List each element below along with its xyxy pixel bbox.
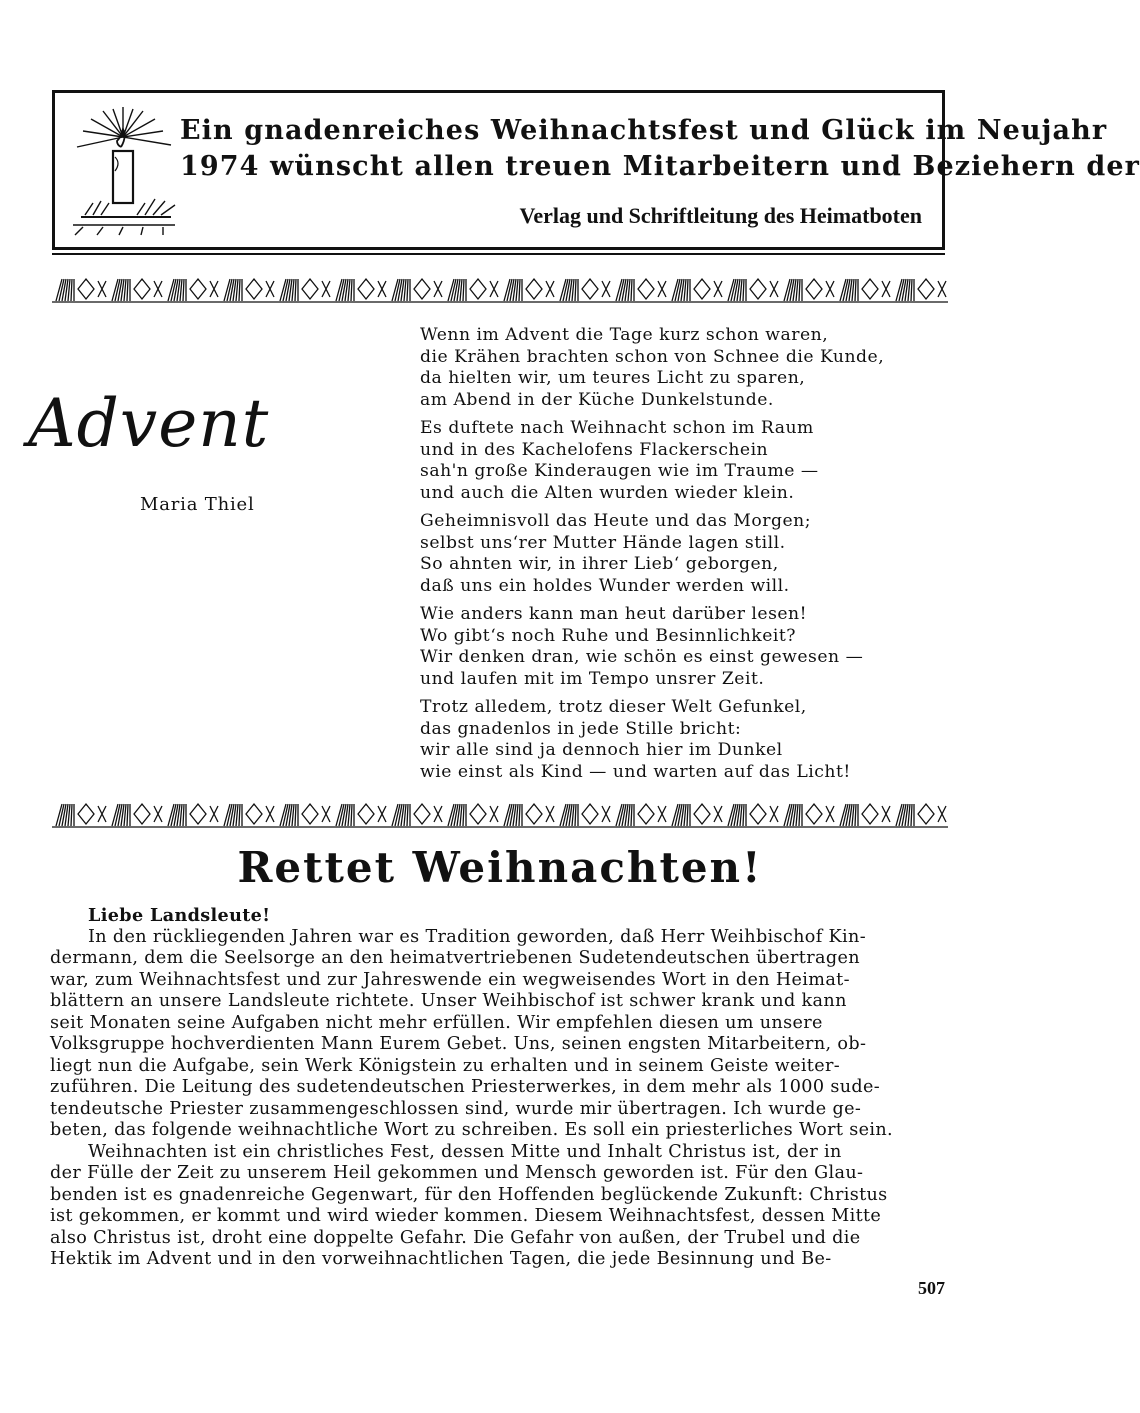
poem-title: Advent [28,385,270,462]
poem-line: selbst uns‘rer Mutter Hände lagen still. [420,532,786,553]
poem-line: am Abend in der Küche Dunkelstunde. [420,389,774,410]
ornament-border-bottom [52,800,948,828]
poem-stanza [420,511,980,597]
poem-stanza [420,604,980,690]
article-body [50,905,950,1271]
article-line: blättern an unsere Landsleute richtete. Unser Weihbischof ist schwer krank und kann [50,991,847,1011]
poem-line: Wenn im Advent die Tage kurz schon waren, [420,325,829,345]
article-line: beten, das folgende weihnachtliche Wort zu schreiben. Es soll ein priesterliches Wort sein. [50,1120,893,1140]
article-line: tendeutsche Priester zusammengeschlossen sind, wurde mir übertragen. Ich wurde ge- [50,1098,862,1119]
article-line: liegt nun die Aufgabe, sein Werk Königstein zu erhalten und in seinem Geiste weiter- [50,1055,841,1076]
article-line: dermann, dem die Seelsorge an den heimatvertriebenen Sudetendeutschen übertragen [50,948,860,968]
article-line: der Fülle der Zeit zu unserem Heil gekommen und Mensch geworden ist. Für den Glau- [50,1163,864,1183]
poem-text [420,325,980,790]
candle-icon [63,107,183,237]
article-line: zuführen. Die Leitung des sudetendeutschen Priesterwerkes, in dem mehr als 1000 sude- [50,1077,881,1097]
poem-line: die Krähen brachten schon von Schnee die Kunde, [420,346,885,367]
poem-line: da hielten wir, um teures Licht zu sparen, [420,368,806,388]
ornament-pattern [56,279,946,301]
poem-line: und in des Kachelofens Flackerschein [420,439,769,460]
poem-stanza [420,418,980,504]
greeting-line-1: Ein gnadenreiches Weihnachtsfest und Glück im Neujahr [180,115,1108,146]
poem-line: sah'n große Kinderaugen wie im Traume — [420,461,819,481]
page-number: 507 [918,1278,945,1298]
article-title: Rettet Weihnachten! [237,843,763,892]
poem-line: Es duftete nach Weihnacht schon im Raum [420,418,814,438]
article-salutation: Liebe Landsleute! [88,905,271,926]
poem-line: So ahnten wir, in ihrer Lieb‘ geborgen, [420,554,779,574]
poem-line: wir alle sind ja dennoch hier im Dunkel [420,740,783,760]
poem-author: Maria Thiel [140,494,255,515]
article-line: Weihnachten ist ein christliches Fest, dessen Mitte und Inhalt Christus ist, der in [88,1141,842,1162]
ornament-pattern [56,804,946,826]
poem-line: Wir denken dran, wie schön es einst gewesen — [420,647,864,667]
article-line: Volksgruppe hochverdienten Mann Eurem Gebet. Uns, seinen engsten Mitarbeitern, ob- [50,1034,867,1054]
poem-line: Wo gibt‘s noch Ruhe und Besinnlichkeit? [420,625,797,646]
article-line: Hektik im Advent und in den vorweihnachtlichen Tagen, die jede Besinnung und Be- [50,1249,832,1269]
poem-line: und auch die Alten wurden wieder klein. [420,482,795,503]
poem-line: Trotz alledem, trotz dieser Welt Gefunkel, [420,697,807,717]
poem-line: wie einst als Kind — und warten auf das Licht! [420,761,851,782]
greeting-signature: Verlag und Schriftleitung des Heimatboten [519,203,922,228]
article-line: ist gekommen, er kommt und wird wieder kommen. Diesem Weihnachtsfest, dessen Mitte [50,1206,882,1226]
article-line: In den rückliegenden Jahren war es Tradition geworden, daß Herr Weihbischof Kin- [88,926,866,947]
poem-line: das gnadenlos in jede Stille bricht: [420,718,742,739]
article-line: benden ist es gnadenreiche Gegenwart, für den Hoffenden beglückende Zukunft: Christus [50,1184,888,1205]
article-line: also Christus ist, droht eine doppelte Gefahr. Die Gefahr von außen, der Trubel und die [50,1227,861,1248]
poem-line: Wie anders kann man heut darüber lesen! [420,604,808,624]
poem-line: Geheimnisvoll das Heute und das Morgen; [420,511,811,531]
poem-line: daß uns ein holdes Wunder werden will. [420,575,790,596]
poem-line: und laufen mit im Tempo unsrer Zeit. [420,668,765,689]
poem-stanza [420,325,980,411]
poem-stanza [420,697,980,783]
article-line: seit Monaten seine Aufgaben nicht mehr erfüllen. Wir empfehlen diesen um unsere [50,1012,823,1033]
ornament-border-top [52,275,948,303]
article-line: war, zum Weihnachtsfest und zur Jahreswende ein wegweisendes Wort in den Heimat- [50,969,850,990]
greeting-box [52,90,1140,250]
greeting-line-2: 1974 wünscht allen treuen Mitarbeitern und Beziehern der [180,151,1140,182]
